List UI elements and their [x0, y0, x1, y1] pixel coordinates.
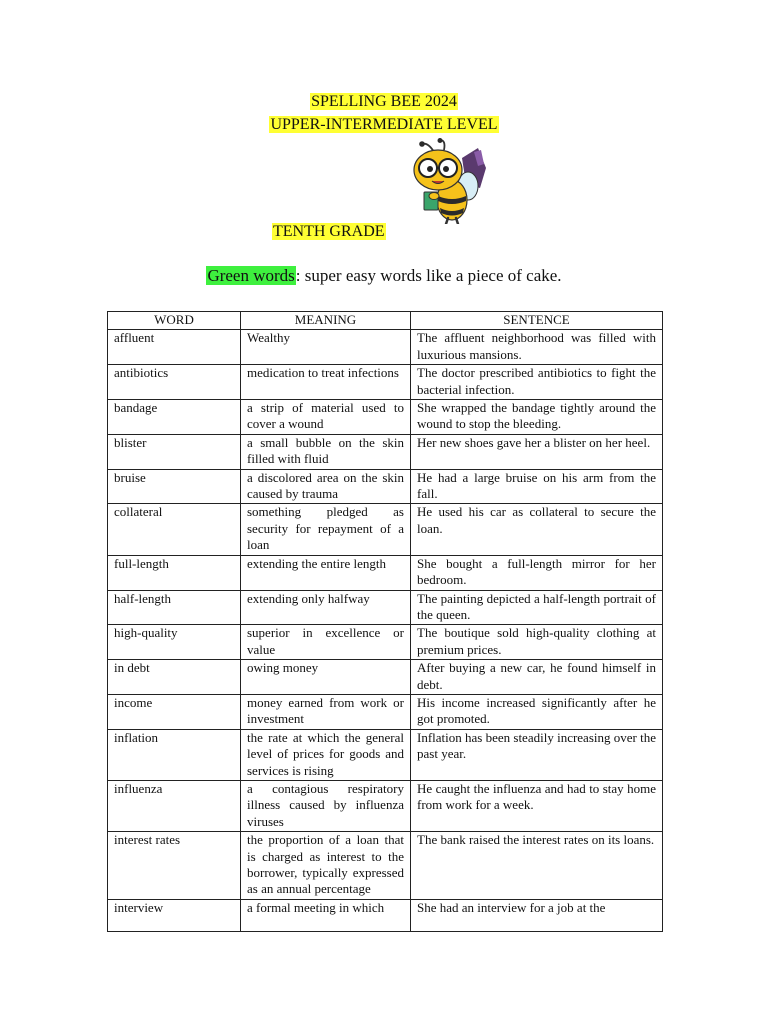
- title-line-2: UPPER-INTERMEDIATE LEVEL: [270, 116, 498, 133]
- meaning-cell: medication to treat infections: [241, 365, 411, 400]
- meaning-cell: a contagious respiratory illness caused by influenza viruses: [241, 780, 411, 831]
- sentence-cell: After buying a new car, he found himself in debt.: [411, 660, 663, 695]
- meaning-cell: extending only halfway: [241, 590, 411, 625]
- sentence-cell: He caught the influenza and had to stay home from work for a week.: [411, 780, 663, 831]
- word-cell: half-length: [108, 590, 241, 625]
- sentence-cell: The bank raised the interest rates on its loans.: [411, 832, 663, 900]
- table-row: [108, 469, 663, 504]
- sentence-cell: He had a large bruise on his arm from the fall.: [411, 469, 663, 504]
- column-header-meaning: MEANING: [241, 312, 411, 330]
- legend-green-words: Green words: [207, 266, 295, 285]
- table-row: [108, 590, 663, 625]
- meaning-cell: extending the entire length: [241, 555, 411, 590]
- sentence-cell: She wrapped the bandage tightly around the wound to stop the bleeding.: [411, 400, 663, 435]
- sentence-cell: The doctor prescribed antibiotics to fight the bacterial infection.: [411, 365, 663, 400]
- vocabulary-table: [107, 311, 663, 932]
- word-cell: interview: [108, 899, 241, 931]
- table-row: [108, 434, 663, 469]
- sentence-cell: Her new shoes gave her a blister on her heel.: [411, 434, 663, 469]
- word-cell: influenza: [108, 780, 241, 831]
- sentence-cell: He used his car as collateral to secure the loan.: [411, 504, 663, 555]
- meaning-cell: a discolored area on the skin caused by trauma: [241, 469, 411, 504]
- meaning-cell: owing money: [241, 660, 411, 695]
- table-row: [108, 694, 663, 729]
- word-cell: collateral: [108, 504, 241, 555]
- meaning-cell: the proportion of a loan that is charged as interest to the borrower, typically expressed as an annual percentage: [241, 832, 411, 900]
- legend-note: [0, 265, 768, 287]
- meaning-cell: a strip of material used to cover a wound: [241, 400, 411, 435]
- word-cell: affluent: [108, 330, 241, 365]
- title-line-1: SPELLING BEE 2024: [311, 93, 457, 110]
- column-header-word: WORD: [108, 312, 241, 330]
- word-cell: full-length: [108, 555, 241, 590]
- word-cell: bruise: [108, 469, 241, 504]
- table-row: [108, 625, 663, 660]
- meaning-cell: money earned from work or investment: [241, 694, 411, 729]
- table-row: [108, 555, 663, 590]
- meaning-cell: Wealthy: [241, 330, 411, 365]
- meaning-cell: something pledged as security for repayment of a loan: [241, 504, 411, 555]
- table-row: [108, 729, 663, 780]
- sentence-cell: The affluent neighborhood was filled with luxurious mansions.: [411, 330, 663, 365]
- column-header-sentence: SENTENCE: [411, 312, 663, 330]
- document-subtitle: [0, 115, 768, 135]
- table-row: [108, 660, 663, 695]
- word-cell: antibiotics: [108, 365, 241, 400]
- table-row: [108, 780, 663, 831]
- table-row: [108, 400, 663, 435]
- word-cell: in debt: [108, 660, 241, 695]
- table-header-row: [108, 312, 663, 330]
- grade-text: TENTH GRADE: [273, 223, 385, 240]
- sentence-cell: Inflation has been steadily increasing over the past year.: [411, 729, 663, 780]
- meaning-cell: the rate at which the general level of prices for goods and services is rising: [241, 729, 411, 780]
- meaning-cell: superior in excellence or value: [241, 625, 411, 660]
- word-cell: bandage: [108, 400, 241, 435]
- table-row: [108, 832, 663, 900]
- meaning-cell: a small bubble on the skin filled with fluid: [241, 434, 411, 469]
- legend-description: : super easy words like a piece of cake.: [295, 266, 562, 285]
- sentence-cell: The boutique sold high-quality clothing at premium prices.: [411, 625, 663, 660]
- document-title: [0, 92, 768, 112]
- table-row: [108, 504, 663, 555]
- word-cell: blister: [108, 434, 241, 469]
- sentence-cell: The painting depicted a half-length portrait of the queen.: [411, 590, 663, 625]
- word-cell: interest rates: [108, 832, 241, 900]
- table-row: [108, 330, 663, 365]
- sentence-cell: She had an interview for a job at the: [411, 899, 663, 931]
- bee-mascot-icon: [408, 138, 492, 224]
- sentence-cell: His income increased significantly after he got promoted.: [411, 694, 663, 729]
- word-cell: income: [108, 694, 241, 729]
- meaning-cell: a formal meeting in which: [241, 899, 411, 931]
- word-cell: high-quality: [108, 625, 241, 660]
- table-row: [108, 899, 663, 931]
- table-row: [108, 365, 663, 400]
- grade-label: [272, 222, 386, 242]
- word-cell: inflation: [108, 729, 241, 780]
- table-body: [108, 330, 663, 931]
- sentence-cell: She bought a full-length mirror for her bedroom.: [411, 555, 663, 590]
